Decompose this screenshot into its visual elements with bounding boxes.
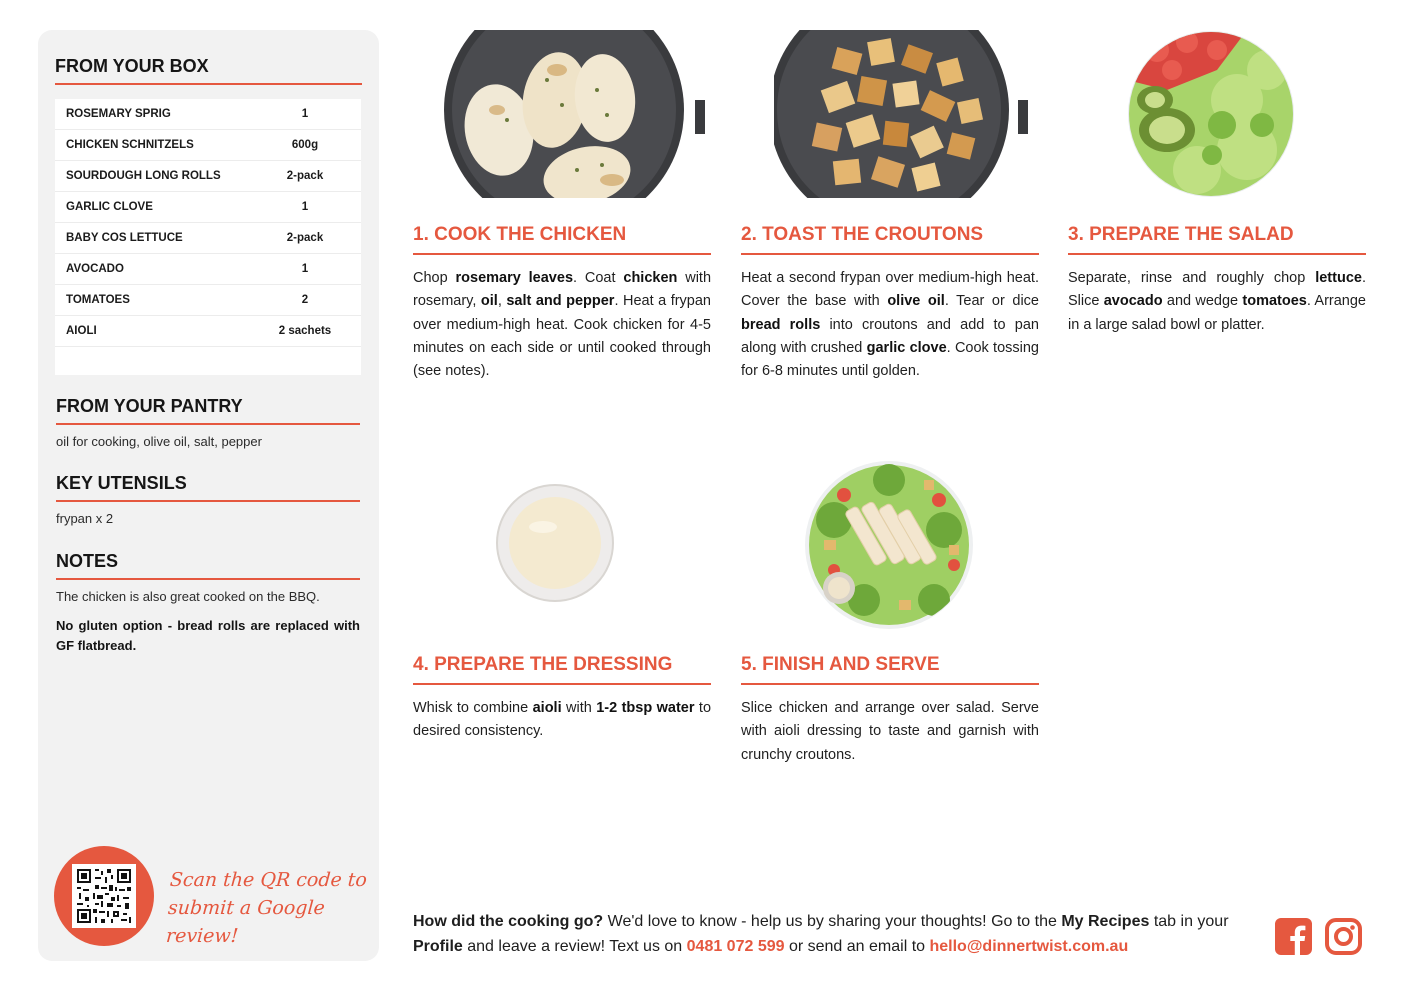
table-row xyxy=(55,99,361,130)
utensils-text: frypan x 2 xyxy=(56,511,114,526)
utensils-heading: KEY UTENSILS xyxy=(56,473,360,502)
pantry-heading: FROM YOUR PANTRY xyxy=(56,396,360,425)
ingredient-name: GARLIC CLOVE xyxy=(66,201,153,213)
step-2-title: 2. TOAST THE CROUTONS xyxy=(741,224,1039,255)
ingredients-sidebar xyxy=(38,30,379,961)
salad-bowl-photo xyxy=(1127,30,1295,198)
pantry-text: oil for cooking, olive oil, salt, pepper xyxy=(56,434,262,449)
table-row xyxy=(55,316,361,347)
table-row xyxy=(55,161,361,192)
ingredient-qty: 2 sachets xyxy=(278,325,332,337)
footer-question: How did the cooking go? xyxy=(413,913,604,930)
qr-code-icon[interactable] xyxy=(72,864,136,928)
notes-section xyxy=(56,551,360,656)
ingredient-name: AIOLI xyxy=(66,325,97,337)
table-row xyxy=(55,254,361,285)
step-5-title: 5. FINISH AND SERVE xyxy=(741,654,1039,685)
step-1-title: 1. COOK THE CHICKEN xyxy=(413,224,711,255)
instagram-icon[interactable] xyxy=(1325,918,1362,955)
my-recipes-label: My Recipes xyxy=(1061,913,1150,930)
table-row xyxy=(55,130,361,161)
email-link[interactable]: hello@dinnertwist.com.au xyxy=(929,938,1129,955)
step-3-title: 3. PREPARE THE SALAD xyxy=(1068,224,1366,255)
ingredient-name: SOURDOUGH LONG ROLLS xyxy=(66,170,221,182)
ingredient-qty: 1 xyxy=(301,201,309,213)
finished-salad-photo xyxy=(804,460,974,630)
aioli-dressing-photo xyxy=(495,483,615,603)
qr-caption-line2: submit a Google review! xyxy=(165,897,326,947)
ingredient-qty: 2 xyxy=(301,294,309,306)
ingredient-qty: 600g xyxy=(291,139,319,151)
notes-text: The chicken is also great cooked on the BBQ. xyxy=(56,589,320,604)
ingredient-name: TOMATOES xyxy=(66,294,130,306)
notes-heading: NOTES xyxy=(56,551,360,580)
step-4-body: Whisk to combine aioli with 1-2 tbsp water to desired consistency. xyxy=(413,700,712,740)
table-row xyxy=(55,192,361,223)
step-5-body: Slice chicken and arrange over salad. Serve with aioli dressing to taste and garnish with crunchy croutons. xyxy=(741,700,1039,763)
profile-label: Profile xyxy=(413,938,463,955)
table-row xyxy=(55,223,361,254)
step-4-title: 4. PREPARE THE DRESSING xyxy=(413,654,711,685)
feedback-footer: How did the cooking go? We'd love to know - help us by sharing your thoughts! Go to the My Recipes tab in your Profile and leave a review! Text us on 0481 072 599 or send an email to hello@dinnertwist.com.au xyxy=(413,913,1229,955)
pantry-section xyxy=(56,396,360,451)
croutons-pan-photo xyxy=(774,30,1034,198)
ingredient-qty: 1 xyxy=(301,263,309,275)
facebook-icon[interactable] xyxy=(1275,918,1312,955)
from-your-box-heading: FROM YOUR BOX xyxy=(55,56,362,85)
ingredient-qty: 1 xyxy=(301,108,309,120)
qr-caption xyxy=(165,866,382,950)
step-2-body: Heat a second frypan over medium-high heat. Cover the base with olive oil. Tear or dice bread rolls into croutons and add to pan along with crushed garlic clove. Cook tossing for 6-8 minutes until golden. xyxy=(741,270,1039,380)
ingredient-name: CHICKEN SCHNITZELS xyxy=(66,139,194,151)
qr-caption-line1: Scan the QR code to xyxy=(169,869,368,891)
ingredient-name: BABY COS LETTUCE xyxy=(66,232,183,244)
utensils-section xyxy=(56,473,360,528)
ingredients-table xyxy=(55,99,361,375)
step-1-body: Chop rosemary leaves. Coat chicken with rosemary, oil, salt and pepper. Heat a frypan over medium-high heat. Cook chicken for 4-5 minutes on each side or until cooked through (see notes). xyxy=(413,270,712,380)
ingredient-name: ROSEMARY SPRIG xyxy=(66,108,171,120)
phone-link[interactable]: 0481 072 599 xyxy=(686,938,785,955)
qr-code-badge[interactable] xyxy=(54,846,154,946)
table-row xyxy=(55,285,361,316)
notes-gluten-text: No gluten option - bread rolls are replaced with GF flatbread. xyxy=(56,618,360,653)
ingredient-qty: 2-pack xyxy=(286,232,324,244)
ingredient-qty: 2-pack xyxy=(286,170,324,182)
chicken-pan-photo xyxy=(437,30,707,198)
ingredient-name: AVOCADO xyxy=(66,263,124,275)
step-3-body: Separate, rinse and roughly chop lettuce. Slice avocado and wedge tomatoes. Arrange in a large salad bowl or platter. xyxy=(1068,270,1366,333)
